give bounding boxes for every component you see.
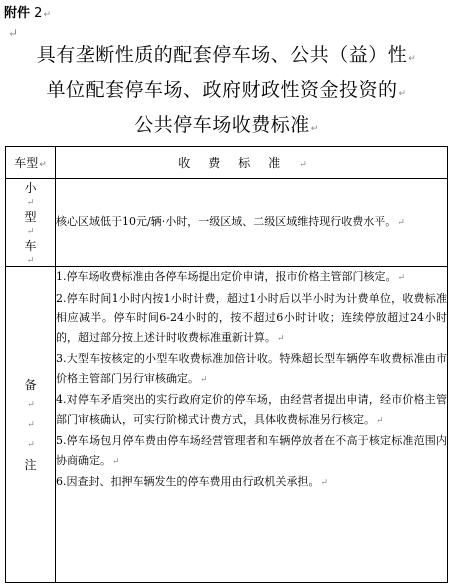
small-car-fee-text: 核心区域低于10元/辆·小时，一级区域、二级区域维持现行收费水平。↵ bbox=[56, 179, 448, 267]
table-row-notes bbox=[6, 267, 448, 583]
paragraph-mark-icon: ↵ bbox=[43, 10, 51, 20]
note-item-6: 6.因查封、扣押车辆发生的停车费用由行政机关承担。↵ bbox=[56, 475, 329, 488]
note-item-4: 4.对停车矛盾突出的实行政府定价的停车场，由经营者提出申请，经市价格主管部门审核确认，可实行阶梯式计费方式，具体收费标准另行核定。↵ bbox=[56, 393, 447, 426]
paragraph-mark-icon: ↵ bbox=[398, 89, 407, 99]
attachment-label bbox=[4, 2, 51, 21]
attachment-number: 2 bbox=[34, 6, 43, 21]
fee-standard-table bbox=[5, 146, 448, 583]
blank-paragraph-mark-icon: ↵ bbox=[8, 26, 19, 40]
title-line-2: 单位配套停车场、政府财政性资金投资的↵ bbox=[46, 79, 407, 101]
vehicle-type-small-car: 小 ↵ 型 ↵ 车 ↵ bbox=[6, 179, 56, 267]
table-header-row bbox=[6, 147, 448, 179]
title-line-1: 具有垄断性质的配套停车场、公共（益）性↵ bbox=[36, 44, 417, 66]
paragraph-mark-icon: ↵ bbox=[310, 124, 319, 134]
note-item-3: 3.大型车按核定的小型车收费标准加倍计收。特殊超长型车辆停车收费标准由市价格主管部门另行审核确定。↵ bbox=[56, 352, 447, 385]
paragraph-mark-icon: ↵ bbox=[39, 160, 47, 170]
attachment-word: 附件 bbox=[4, 6, 31, 21]
document-title bbox=[0, 40, 453, 145]
paragraph-mark-icon: ↵ bbox=[408, 54, 417, 64]
header-vehicle-type: 车型↵ bbox=[6, 147, 56, 179]
paragraph-mark-icon: ↵ bbox=[299, 160, 325, 170]
header-fee-standard: 收费标准↵ bbox=[56, 147, 448, 179]
note-item-2: 2.停车时间1小时内按1小时计费，超过1小时后以半小时为计费单位，收费标准相应减半。停车时间6-24小时的，按不超过6小时计收；连续停放超过24小时的，超过部分按上述计时收费标准重新计算。↵ bbox=[56, 291, 447, 344]
note-item-1: 1.停车场收费标准由各停车场提出定价申请，报市价格主管部门核定。↵ bbox=[56, 270, 406, 283]
paragraph-mark-icon: ↵ bbox=[397, 217, 405, 228]
table-row-small-car bbox=[6, 179, 448, 267]
note-item-5: 5.停车场包月停车费由停车场经营管理者和车辆停放者在不高于核定标准范围内协商确定。↵ bbox=[56, 434, 447, 467]
notes-content bbox=[56, 267, 448, 583]
notes-label: 备 ↵ ↵ ↵ 注 bbox=[6, 267, 56, 583]
title-line-3: 公共停车场收费标准↵ bbox=[134, 114, 319, 136]
